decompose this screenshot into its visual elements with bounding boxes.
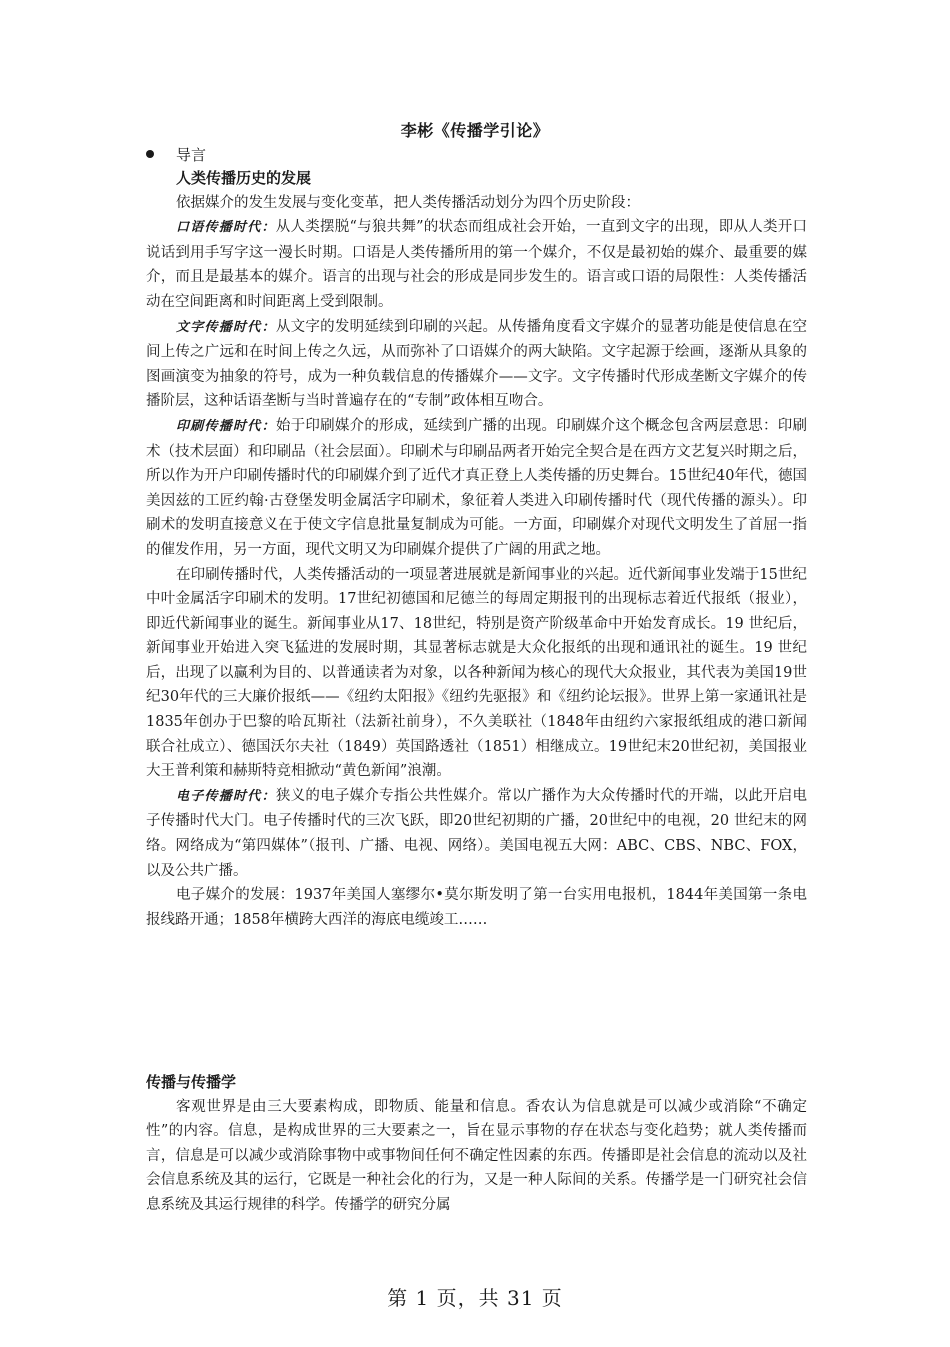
bullet-item-intro — [146, 144, 206, 165]
document-title: 李彬《传播学引论》 — [400, 121, 550, 140]
writing-era-text: 从文字的发明延续到印刷的兴起。从传播角度看文字媒介的显著功能是使信息在空间上传之广远和在时间上传之久远，从而弥补了口语媒介的两大缺陷。文字起源于绘画，逐渐从具象的图画演变为抽象的符号，成为一种负载信息的传播媒介——文字。文字传播时代形成垄断文字媒介的传播阶层，这种话语垄断与当时普遍存在的“专制”政体相互吻合。 — [146, 318, 807, 410]
print-era-text: 始于印刷媒介的形成，延续到广播的出现。印刷媒介这个概念包含两层意思：印刷术（技术层面）和印刷品（社会层面）。印刷术与印刷品两者开始完全契合是在西方文艺复兴时期之后，所以作为开户印刷传播时代的印刷媒介到了近代才真正登上人类传播的历史舞台。15世纪40年代，德国美因兹的工匠约翰·古登堡发明金属活字印刷术，象征着人类进入印刷传播时代（现代传播的源头）。印刷术的发明直接意义在于使文字信息批量复制成为可能。一方面，印刷媒介对现代文明发生了首屈一指的催发作用，另一方面，现代文明又为印刷媒介提供了广阔的用武之地。 — [146, 417, 807, 558]
bullet-icon — [146, 150, 154, 158]
electronic-era-label: 电子传播时代： — [176, 788, 276, 804]
writing-era-label: 文字传播时代： — [176, 319, 276, 335]
electronic-era-paragraph — [146, 784, 807, 883]
writing-era-paragraph — [146, 315, 807, 414]
bullet-label: 导言 — [176, 146, 207, 164]
oral-era-label: 口语传播时代： — [176, 220, 276, 236]
communication-paragraph: 客观世界是由三大要素构成，即物质、能量和信息。香农认为信息就是可以减少或消除“不确定性”的内容。信息，是构成世界的三大要素之一，旨在显示事物的存在状态与变化趋势；就人类传播而言，信息是可以减少或消除事物中或事物间任何不确定性因素的东西。传播即是社会信息的流动以及社会信息系统及其的运行，它既是一种社会化的行为，又是一种人际间的关系。传播学是一门研究社会信息系统及其运行规律的科学。传播学的研究分属 — [146, 1098, 807, 1213]
oral-era-text: 从人类摆脱“与狼共舞”的状态而组成社会开始，一直到文字的出现，即从人类开口说话到用手写字这一漫长时期。口语是人类传播所用的第一个媒介，不仅是最初始的媒介、最重要的媒介，而且是最基本的媒介。语言的出现与社会的形成是同步发生的。语言或口语的局限性：人类传播活动在空间距离和时间距离上受到限制。 — [146, 219, 807, 310]
section-history — [146, 166, 807, 932]
section-heading-history: 人类传播历史的发展 — [176, 169, 312, 187]
print-era-paragraph — [146, 414, 807, 563]
oral-era-paragraph — [146, 215, 807, 314]
section-heading-communication: 传播与传播学 — [146, 1073, 237, 1091]
electronic-development-paragraph: 电子媒介的发展：1937年美国人塞缪尔•莫尔斯发明了第一台实用电报机，1844年美国第一条电报线路开通；1858年横跨大西洋的海底电缆竣工…… — [146, 887, 807, 928]
news-industry-paragraph: 在印刷传播时代，人类传播活动的一项显著进展就是新闻事业的兴起。近代新闻事业发端于15世纪中叶金属活字印刷术的发明。17世纪初德国和尼德兰的每周定期报刊的出现标志着近代报纸（报业），即近代新闻事业的诞生。新闻事业从17、18世纪，特别是资产阶级革命中开始发育成长。19 世纪后，新闻事业开始进入突飞猛进的发展时期，其显著标志就是大众化报纸的出现和通讯社的诞生。19 世纪后，出现了以赢利为目的、以普通读者为对象，以各种新闻为核心的现代大众报业，其代表为美国19世纪30年代的三大廉价报纸——《纽约太阳报》《纽约先驱报》和《纽约论坛报》。世界上第一家通讯社是1835年创办于巴黎的哈瓦斯社（法新社前身），不久美联社（1848年由纽约六家报纸组成的港口新闻联合社成立）、德国沃尔夫社（1849）英国路透社（1851）相继成立。19世纪末20世纪初，美国报业大王普利策和赫斯特竞相掀动“黄色新闻”浪潮。 — [146, 566, 807, 780]
intro-paragraph: 依据媒介的发生发展与变化变革，把人类传播活动划分为四个历史阶段： — [176, 194, 640, 211]
page-footer: 第 1 页，共 31 页 — [387, 1286, 563, 1310]
section-communication — [146, 1070, 807, 1218]
electronic-era-text: 狭义的电子媒介专指公共性媒介。常以广播作为大众传播时代的开端，以此开启电子传播时代大门。电子传播时代的三次飞跃，即20世纪初期的广播，20世纪中的电视，20 世纪末的网络。网络成为“第四媒体”（报刊、广播、电视、网络）。美国电视五大网：ABC、CBS、NBC、FOX，以及公共广播。 — [146, 787, 808, 879]
print-era-label: 印刷传播时代： — [176, 418, 276, 434]
